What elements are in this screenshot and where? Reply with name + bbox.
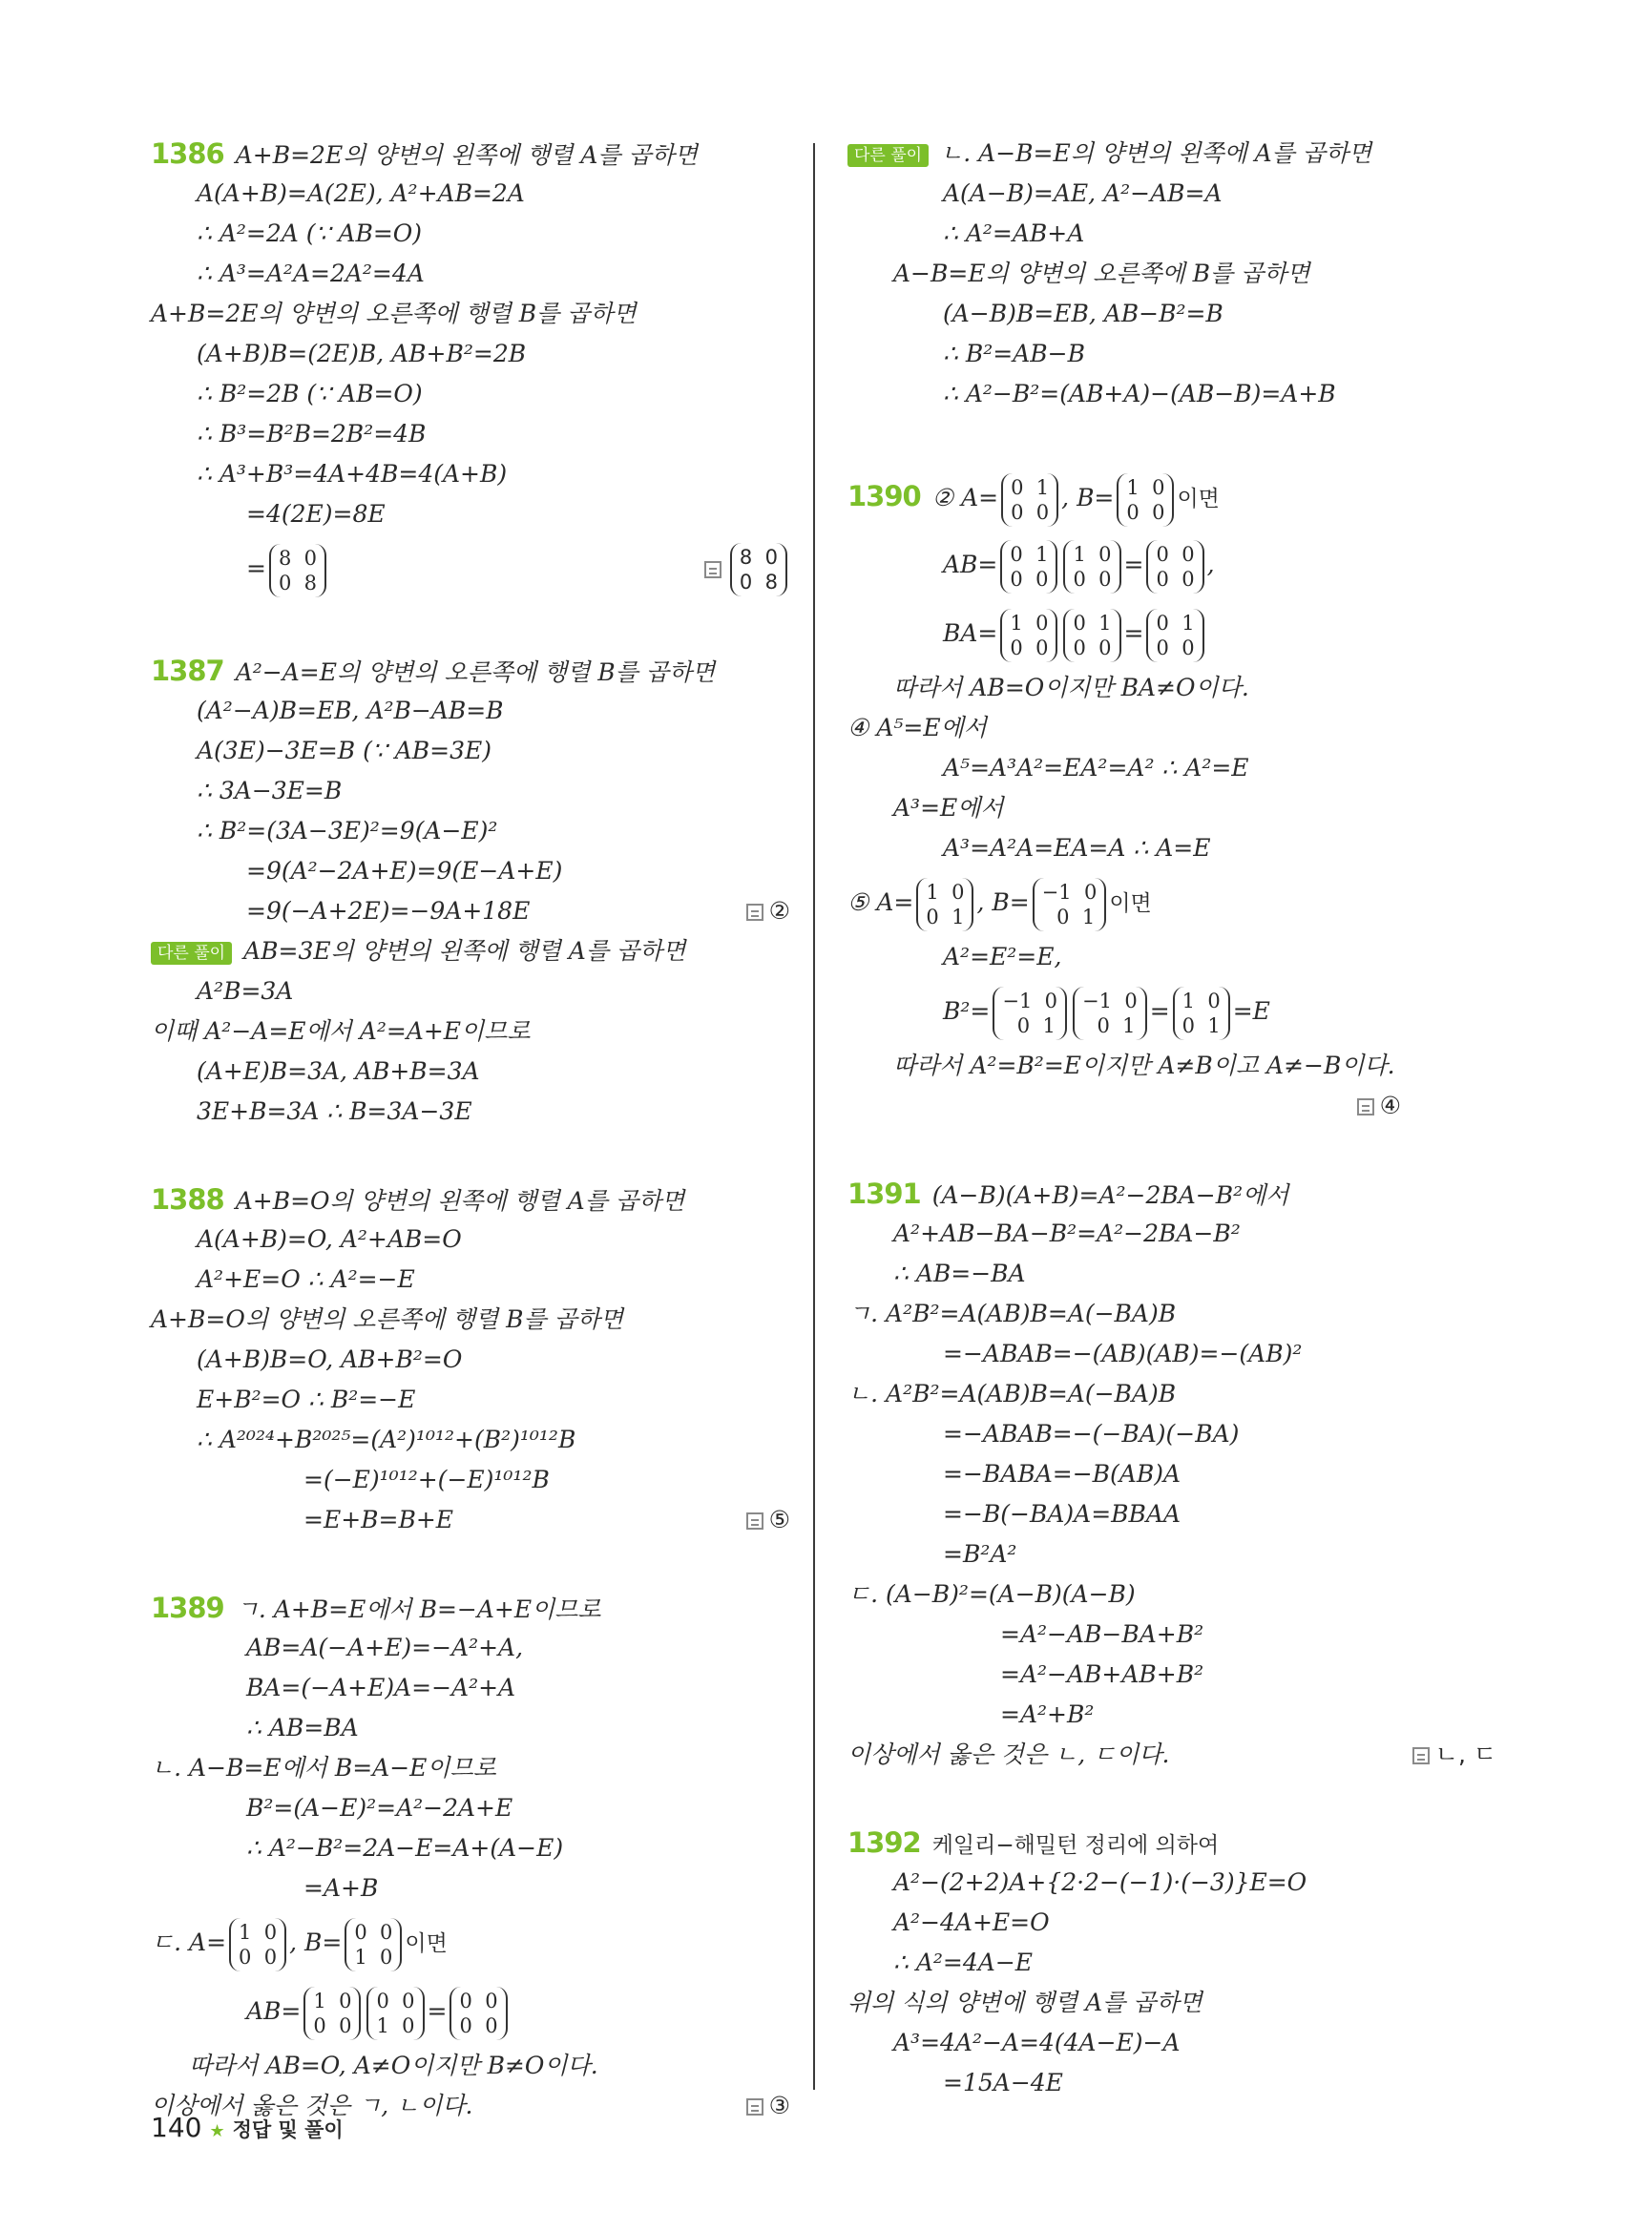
solution-line: =(−E)¹⁰¹²+(−E)¹⁰¹²B [303,1466,550,1493]
solution-line: (A−B)B=EB, AB−B²=B [943,300,1223,327]
page-number: 140 [151,2112,202,2143]
solution-line: ㄱ. A²B²=A(AB)B=A(−BA)B [847,1300,1177,1327]
solution-line: =−BABA=−B(AB)A [943,1460,1181,1488]
solution-line: A²−A=E의 양변의 오른쪽에 행렬 B를 곱하면 [235,658,716,686]
solution-line: ∴ AB=BA [246,1714,359,1741]
problem-1387 [151,651,790,1132]
solution-line: A²B=3A [197,977,294,1005]
problem-1389 [151,1588,790,2126]
solution-line: AB=A(−A+E)=−A²+A, [246,1634,524,1661]
problem-number: 1392 [847,1826,921,1859]
solution-line: ∴ B³=B²B=2B²=4B [197,420,427,448]
solution-line: A³=4A²−A=4(4A−E)−A [893,2029,1181,2056]
matrix: 1 0 0 1 [916,878,973,931]
solution-line: B²=(A−E)²=A²−2A+E [246,1794,513,1822]
equals-sign: = [246,554,266,582]
matrix: 0 1 0 0 [1146,609,1203,662]
solution-line: BA= 1 0 0 0 0 1 0 0 = 0 1 0 0 [847,599,1496,668]
answer-icon [1412,1747,1430,1764]
solution-line: =−ABAB=−(AB)(AB)=−(AB)² [943,1340,1303,1367]
solution-line: 3E+B=3A ∴ B=3A−3E [197,1097,472,1125]
section-title: 정답 및 풀이 [232,2118,344,2141]
solution-line: 따라서 A²=B²=E이지만 A≠B이고 A≠−B이다. [893,1052,1395,1079]
answer-value: ② [768,897,790,925]
solution-line: A+B=O의 양변의 왼쪽에 행렬 A를 곱하면 [235,1187,685,1215]
solution-line: 이때 A²−A=E에서 A²=A+E이므로 [151,1017,531,1045]
solution-line: ⑤ A= 1 0 0 1 , B= −1 0 0 1 이면 [847,868,1496,937]
problem-number: 1391 [847,1178,921,1210]
solution-line: AB= 1 0 0 0 0 0 1 0 = 0 0 0 0 [151,1977,790,2046]
solution-line: ∴ B²=(3A−3E)²=9(A−E)² [197,817,498,844]
solution-line: (A+E)B=3A, AB+B=3A [197,1057,480,1085]
solution-line: (A²−A)B=EB, A²B−AB=B [197,697,504,724]
matrix: −1 0 0 1 [1073,987,1147,1040]
page-footer [151,2109,344,2147]
answer-mark [746,891,790,931]
right-column [847,134,1496,2151]
matrix: 0 0 0 0 [450,1987,507,2040]
solution-line: ∴ A²=2A (∵ AB=O) [197,219,423,247]
solution-line: ∴ A³=A²A=2A²=4A [197,260,425,287]
matrix: 0 0 1 0 [345,1918,402,1971]
solution-line: E+B²=O ∴ B²=−E [197,1386,416,1413]
solution-line: ∴ A²=4A−E [893,1949,1034,1976]
matrix: 1 0 0 0 [1063,540,1120,594]
problem-number: 1388 [151,1183,224,1216]
solution-line: A²=E²=E, [943,943,1062,970]
column-divider [813,143,815,2090]
solution-line: ㄷ. A= 1 0 0 0 , B= 0 0 1 0 이면 [151,1908,790,1977]
matrix: −1 0 0 1 [1033,878,1107,931]
matrix: −1 0 0 1 [993,987,1067,1040]
matrix: 8 0 0 8 [269,544,326,597]
solution-line: AB=3E의 양변의 왼쪽에 행렬 A를 곱하면 [243,937,686,965]
solution-line: AB= 0 1 0 0 1 0 0 0 = 0 0 0 0 , [847,531,1496,599]
solution-line: 따라서 AB=O이지만 BA≠O이다. [893,674,1249,701]
answer-icon [704,561,721,578]
answer-mark [746,1500,790,1540]
solution-line: =4(2E)=8E [246,500,386,528]
solution-line: ㄱ. A+B=E에서 B=−A+E이므로 [235,1595,601,1623]
matrix: 1 0 0 0 [1117,473,1174,527]
matrix: 0 0 0 0 [1146,540,1203,594]
solution-line: 이상에서 옳은 것은 ㄱ, ㄴ이다. ③ [151,2086,790,2126]
solution-line: A+B=O의 양변의 오른쪽에 행렬 B를 곱하면 [151,1305,624,1333]
matrix: 0 1 0 0 [1001,473,1058,527]
solution-line: (A−B)(A+B)=A²−2BA−B²에서 [931,1181,1289,1209]
solution-line: A²−(2+2)A+{2·2−(−1)·(−3)}E=O [893,1868,1307,1896]
solution-line [847,1086,1496,1126]
problem-1389-alt [847,134,1496,414]
answer-icon [746,1512,763,1530]
problem-number: 1390 [847,480,921,512]
answer-mark [1357,1086,1401,1126]
matrix: 1 0 0 1 [1173,987,1230,1040]
solution-line: 케일리−해밀턴 정리에 의하여 [931,1833,1220,1858]
solution-line: A+B=2E의 양변의 오른쪽에 행렬 B를 곱하면 [151,300,637,327]
solution-line: A(A+B)=O, A²+AB=O [197,1225,462,1253]
solution-line: A⁵=A³A²=EA²=A² ∴ A²=E [943,754,1249,782]
solution-line: =15A−4E [943,2069,1063,2096]
answer-mark [1412,1735,1496,1775]
solution-line: ∴ A³+B³=4A+4B=4(A+B) [197,460,508,488]
matrix: 1 0 0 0 [1000,609,1057,662]
solution-line: A³=E에서 [893,794,1004,822]
star-icon: ★ [209,2121,225,2141]
solution-line: ∴ 3A−3E=B [197,777,343,804]
answer-matrix: 8 0 0 8 [730,543,787,596]
solution-line: ㄴ. A²B²=A(AB)B=A(−BA)B [847,1380,1177,1407]
answer-value: ⑤ [768,1506,790,1533]
solution-line: 위의 식의 양변에 행렬 A를 곱하면 [847,1989,1202,2016]
solution-line: =B²A² [943,1540,1017,1568]
solution-line: 이상에서 옳은 것은 ㄴ, ㄷ이다. ㄴ, ㄷ [847,1735,1496,1775]
solution-line: BA=(−A+E)A=−A²+A [246,1674,516,1701]
solution-line: 따라서 AB=O, A≠O이지만 B≠O이다. [189,2052,598,2079]
solution-line: ∴ A²⁰²⁴+B²⁰²⁵=(A²)¹⁰¹²+(B²)¹⁰¹²B [197,1426,576,1453]
solution-line: ㄷ. (A−B)²=(A−B)(A−B) [847,1580,1136,1608]
matrix: 0 1 0 0 [1063,609,1120,662]
answer-icon [746,904,763,921]
left-column [151,134,790,2174]
solution-line: =A²−AB−BA+B² [1000,1620,1204,1648]
solution-line: ∴ A²=AB+A [943,219,1085,247]
solution-line: =E+B=B+E ⑤ [151,1500,790,1540]
solution-line: =−B(−BA)A=BBAA [943,1500,1181,1528]
solution-line: =9(A²−2A+E)=9(E−A+E) [246,857,563,885]
solution-line: =9(−A+2E)=−9A+18E ② [151,891,790,931]
solution-line: A²+AB−BA−B²=A²−2BA−B² [893,1220,1241,1247]
answer-value: ③ [768,2092,790,2119]
answer-mark [704,534,790,603]
alt-solution-badge: 다른 풀이 [151,942,232,965]
solution-line: ∴ B²=2B (∵ AB=O) [197,380,423,407]
solution-line [151,534,790,603]
solution-line: ∴ A²−B²=(AB+A)−(AB−B)=A+B [943,380,1336,407]
solution-line: =−ABAB=−(−BA)(−BA) [943,1420,1240,1448]
answer-value: ④ [1379,1092,1401,1119]
problem-number: 1389 [151,1592,224,1624]
solution-line: 1390 ② A= 0 1 0 0 , B= 1 0 0 0 이면 [847,462,1496,531]
solution-line: A(3E)−3E=B (∵ AB=3E) [197,737,491,764]
answer-value: ㄴ, ㄷ [1434,1741,1496,1768]
solution-line: B²= −1 0 0 1 −1 0 0 1 = 1 0 0 1 =E [847,977,1496,1046]
answer-mark [746,2086,790,2126]
problem-1388 [151,1179,790,1540]
answer-icon [1357,1098,1374,1116]
solution-line: A²+E=O ∴ A²=−E [197,1265,415,1293]
solution-line: (A+B)B=O, AB+B²=O [197,1345,463,1373]
problem-number: 1387 [151,655,224,687]
solution-line: ∴ AB=−BA [893,1260,1026,1287]
solution-line: =A²−AB+AB+B² [1000,1660,1204,1688]
matrix: 1 0 0 0 [303,1987,361,2040]
matrix: 0 1 0 0 [1000,540,1057,594]
problem-1390 [847,462,1496,1126]
solution-line: A(A+B)=A(2E), A²+AB=2A [197,179,525,207]
problem-1392 [847,1823,1496,2103]
solution-line: A+B=2E의 양변의 왼쪽에 행렬 A를 곱하면 [235,141,698,169]
answer-icon [746,2098,763,2116]
solution-line: =A+B [303,1874,379,1902]
solution-line: (A+B)B=(2E)B, AB+B²=2B [197,340,527,367]
matrix: 1 0 0 0 [229,1918,286,1971]
solution-line: ㄴ. A−B=E의 양변의 왼쪽에 A를 곱하면 [940,139,1372,167]
solution-line: A−B=E의 양변의 오른쪽에 B를 곱하면 [893,260,1310,287]
solution-line: =A²+B² [1000,1700,1095,1728]
solution-line: A³=A²A=EA=A ∴ A=E [943,834,1211,862]
solution-line: ∴ B²=AB−B [943,340,1085,367]
problem-number: 1386 [151,137,224,170]
alt-solution-badge: 다른 풀이 [847,144,929,167]
solution-line: ④ A⁵=E에서 [847,714,987,741]
matrix: 0 0 1 0 [366,1987,424,2040]
problem-1386 [151,134,790,603]
solution-line: A(A−B)=AE, A²−AB=A [943,179,1223,207]
solution-line: A²−4A+E=O [893,1908,1050,1936]
solution-line: ∴ A²−B²=2A−E=A+(A−E) [246,1834,564,1862]
solution-line: ㄴ. A−B=E에서 B=A−E이므로 [151,1754,496,1782]
problem-1391 [847,1174,1496,1775]
